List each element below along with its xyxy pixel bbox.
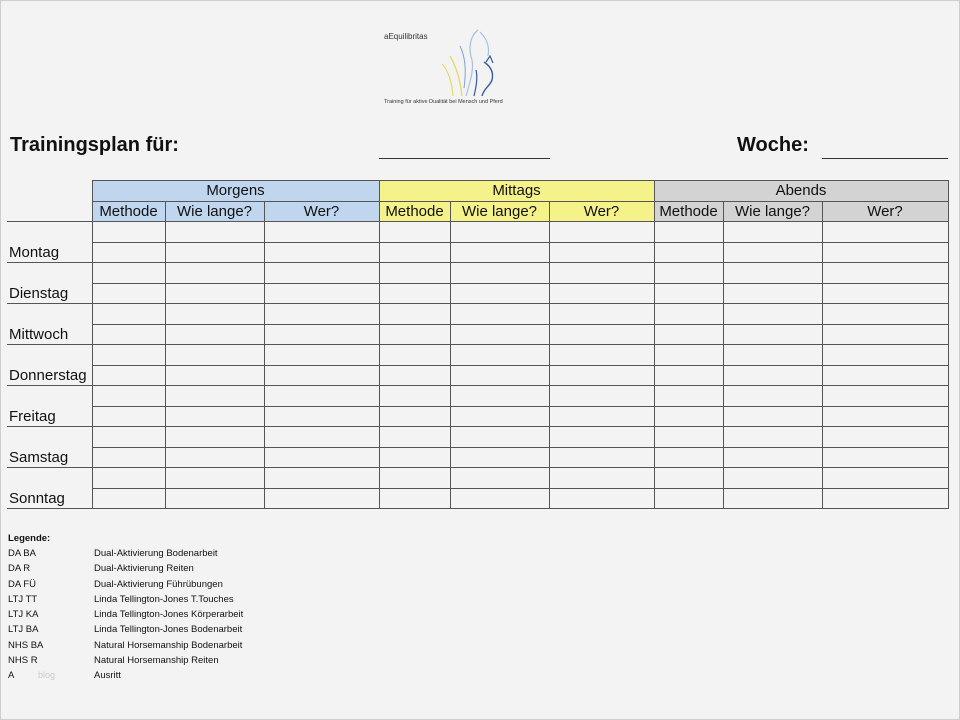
plan-entry-cell[interactable] [92, 324, 165, 345]
plan-entry-cell[interactable] [264, 406, 379, 427]
plan-entry-cell[interactable] [379, 263, 450, 284]
day-row [7, 406, 948, 427]
day-row [7, 222, 948, 243]
plan-entry-cell[interactable] [450, 304, 549, 325]
plan-entry-cell[interactable] [549, 283, 654, 304]
day-label: Dienstag [7, 263, 92, 304]
plan-entry-cell[interactable] [264, 345, 379, 366]
plan-entry-cell[interactable] [450, 447, 549, 468]
logo-tagline: Training für aktive Dualität bei Mensch und Pferd [384, 99, 503, 105]
week-title: Woche: [737, 134, 809, 156]
plan-entry-cell[interactable] [723, 468, 822, 489]
legend-description: Linda Tellington-Jones Bodenarbeit [94, 624, 243, 636]
plan-entry-cell[interactable] [165, 447, 264, 468]
plan-entry-cell[interactable] [450, 324, 549, 345]
logo-name: aEquilibritas [384, 32, 428, 41]
legend-code: LTJ KA [8, 609, 39, 621]
day-label: Donnerstag [7, 345, 92, 386]
plan-entry-cell[interactable] [450, 345, 549, 366]
plan-entry-cell[interactable] [822, 345, 948, 366]
legend-code: DA BA [8, 548, 36, 559]
plan-entry-cell[interactable] [450, 263, 549, 284]
plan-entry-cell[interactable] [379, 365, 450, 386]
legend-code: DA R [8, 563, 31, 575]
plan-entry-cell[interactable] [654, 365, 723, 386]
plan-entry-cell[interactable] [822, 324, 948, 345]
legend-code: LTJ TT [8, 593, 38, 605]
plan-entry-cell[interactable] [264, 365, 379, 386]
training-plan-table [7, 180, 949, 509]
plan-title: Trainingsplan für: [10, 134, 179, 156]
plan-entry-cell[interactable] [165, 365, 264, 386]
plan-entry-cell[interactable] [723, 406, 822, 427]
plan-entry-cell[interactable] [92, 365, 165, 386]
legend-code: NHS BA [8, 639, 44, 651]
plan-entry-cell[interactable] [450, 283, 549, 304]
group-header-row [7, 181, 948, 202]
group-morgens: Morgens [92, 181, 379, 202]
plan-entry-cell[interactable] [92, 427, 165, 448]
plan-entry-cell[interactable] [379, 283, 450, 304]
plan-entry-cell[interactable] [654, 222, 723, 243]
plan-entry-cell[interactable] [654, 283, 723, 304]
plan-entry-cell[interactable] [822, 386, 948, 407]
corner-cell [7, 181, 92, 222]
day-row [7, 345, 948, 366]
subheader-wer: Wer? [822, 201, 948, 222]
plan-entry-cell[interactable] [723, 447, 822, 468]
day-row [7, 263, 948, 284]
legend-description: Dual-Aktivierung Bodenarbeit [94, 548, 218, 559]
plan-entry-cell[interactable] [723, 386, 822, 407]
subheader-wer: Wer? [264, 201, 379, 222]
plan-entry-cell[interactable] [654, 427, 723, 448]
plan-entry-cell[interactable] [549, 386, 654, 407]
plan-entry-cell[interactable] [92, 345, 165, 366]
plan-entry-cell[interactable] [92, 263, 165, 284]
plan-entry-cell[interactable] [822, 488, 948, 509]
plan-entry-cell[interactable] [165, 324, 264, 345]
legend-title: Legende: [8, 533, 51, 544]
plan-entry-cell[interactable] [92, 447, 165, 468]
legend-description: Natural Horsemanship Bodenarbeit [94, 639, 243, 651]
plan-entry-cell[interactable] [92, 222, 165, 243]
legend-description: Linda Tellington-Jones Körperarbeit [94, 609, 244, 621]
subheader-wer: Wer? [549, 201, 654, 222]
plan-entry-cell[interactable] [92, 386, 165, 407]
plan-entry-cell[interactable] [723, 263, 822, 284]
subheader-wie-lange: Wie lange? [723, 201, 822, 222]
subheader-wie-lange: Wie lange? [450, 201, 549, 222]
plan-entry-cell[interactable] [92, 468, 165, 489]
plan-entry-cell[interactable] [822, 222, 948, 243]
plan-entry-cell[interactable] [654, 488, 723, 509]
day-row [7, 304, 948, 325]
plan-entry-cell[interactable] [264, 324, 379, 345]
plan-entry-cell[interactable] [822, 283, 948, 304]
plan-entry-cell[interactable] [264, 386, 379, 407]
plan-entry-cell[interactable] [723, 365, 822, 386]
plan-entry-cell[interactable] [549, 324, 654, 345]
plan-entry-cell[interactable] [379, 488, 450, 509]
legend-description: Dual-Aktivierung Reiten [94, 563, 194, 575]
day-label: Freitag [7, 386, 92, 427]
legend-item [8, 548, 218, 563]
plan-entry-cell[interactable] [379, 386, 450, 407]
plan-entry-cell[interactable] [379, 406, 450, 427]
plan-entry-cell[interactable] [264, 222, 379, 243]
plan-entry-cell[interactable] [165, 468, 264, 489]
plan-entry-cell[interactable] [165, 222, 264, 243]
plan-entry-cell[interactable] [654, 345, 723, 366]
plan-entry-cell[interactable] [654, 468, 723, 489]
plan-entry-cell[interactable] [379, 324, 450, 345]
legend-code: NHS R [8, 655, 38, 667]
plan-entry-cell[interactable] [822, 427, 948, 448]
day-label: Sonntag [7, 468, 92, 509]
day-row [7, 427, 948, 448]
plan-entry-cell[interactable] [165, 263, 264, 284]
subheader-wie-lange: Wie lange? [165, 201, 264, 222]
plan-entry-cell[interactable] [822, 406, 948, 427]
legend-item [8, 578, 223, 594]
legend-item [8, 655, 219, 670]
group-abends: Abends [654, 181, 948, 202]
plan-entry-cell[interactable] [165, 345, 264, 366]
plan-entry-cell[interactable] [92, 406, 165, 427]
plan-entry-cell[interactable] [165, 386, 264, 407]
plan-entry-cell[interactable] [92, 283, 165, 304]
plan-entry-cell[interactable] [654, 263, 723, 284]
plan-entry-cell[interactable] [723, 345, 822, 366]
group-mittags: Mittags [379, 181, 654, 202]
legend-item [8, 624, 243, 639]
plan-entry-cell[interactable] [549, 427, 654, 448]
plan-entry-cell[interactable] [549, 468, 654, 489]
plan-entry-cell[interactable] [92, 488, 165, 509]
plan-entry-cell[interactable] [264, 263, 379, 284]
plan-entry-cell[interactable] [379, 468, 450, 489]
legend [8, 533, 244, 686]
subheader-methode: Methode [654, 201, 723, 222]
legend-description: Linda Tellington-Jones T.Touches [94, 593, 234, 605]
legend-description: Ausritt [94, 670, 121, 682]
plan-entry-cell[interactable] [822, 447, 948, 468]
plan-entry-cell[interactable] [165, 283, 264, 304]
plan-entry-cell[interactable] [654, 386, 723, 407]
day-label: Montag [7, 222, 92, 263]
plan-entry-cell[interactable] [822, 263, 948, 284]
plan-entry-cell[interactable] [549, 345, 654, 366]
plan-entry-cell[interactable] [723, 242, 822, 263]
plan-entry-cell[interactable] [654, 447, 723, 468]
plan-entry-cell[interactable] [723, 222, 822, 243]
day-row [7, 324, 948, 345]
plan-entry-cell[interactable] [165, 406, 264, 427]
plan-entry-cell[interactable] [549, 222, 654, 243]
plan-entry-cell[interactable] [165, 488, 264, 509]
plan-entry-cell[interactable] [723, 283, 822, 304]
plan-entry-cell[interactable] [723, 488, 822, 509]
day-row [7, 447, 948, 468]
legend-code: LTJ BA [8, 624, 39, 636]
legend-item [8, 639, 243, 655]
plan-entry-cell[interactable] [165, 304, 264, 325]
plan-entry-cell[interactable] [379, 222, 450, 243]
logo [380, 22, 550, 112]
plan-entry-cell[interactable] [822, 365, 948, 386]
plan-entry-cell[interactable] [450, 242, 549, 263]
legend-item [8, 563, 194, 578]
plan-entry-cell[interactable] [723, 324, 822, 345]
plan-entry-cell[interactable] [549, 263, 654, 284]
day-row [7, 242, 948, 263]
legend-item [8, 593, 234, 609]
plan-entry-cell[interactable] [165, 427, 264, 448]
plan-entry-cell[interactable] [264, 468, 379, 489]
legend-item [8, 609, 244, 624]
plan-entry-cell[interactable] [549, 488, 654, 509]
plan-entry-cell[interactable] [822, 242, 948, 263]
day-row [7, 386, 948, 407]
plan-entry-cell[interactable] [654, 324, 723, 345]
plan-entry-cell[interactable] [379, 447, 450, 468]
subheader-methode: Methode [379, 201, 450, 222]
legend-code: A [8, 670, 15, 682]
name-blank-line [379, 158, 550, 159]
day-row [7, 468, 948, 489]
plan-entry-cell[interactable] [92, 242, 165, 263]
sub-header-row [7, 201, 948, 222]
plan-entry-cell[interactable] [264, 488, 379, 509]
plan-entry-cell[interactable] [450, 427, 549, 448]
legend-description: Natural Horsemanship Reiten [94, 655, 219, 667]
plan-entry-cell[interactable] [450, 468, 549, 489]
day-row [7, 488, 948, 509]
plan-entry-cell[interactable] [549, 242, 654, 263]
plan-entry-cell[interactable] [450, 222, 549, 243]
watermark: blog [38, 670, 56, 680]
plan-entry-cell[interactable] [379, 242, 450, 263]
plan-entry-cell[interactable] [822, 304, 948, 325]
plan-entry-cell[interactable] [549, 304, 654, 325]
plan-entry-cell[interactable] [379, 427, 450, 448]
plan-entry-cell[interactable] [379, 304, 450, 325]
horse-logo-icon [420, 26, 500, 98]
day-row [7, 283, 948, 304]
plan-entry-cell[interactable] [654, 242, 723, 263]
plan-entry-cell[interactable] [654, 304, 723, 325]
plan-entry-cell[interactable] [549, 406, 654, 427]
plan-entry-cell[interactable] [264, 427, 379, 448]
subheader-methode: Methode [92, 201, 165, 222]
legend-code: DA FÜ [8, 578, 36, 590]
plan-entry-cell[interactable] [450, 406, 549, 427]
day-row [7, 365, 948, 386]
plan-entry-cell[interactable] [379, 345, 450, 366]
plan-entry-cell[interactable] [450, 365, 549, 386]
plan-entry-cell[interactable] [450, 386, 549, 407]
day-label: Samstag [7, 427, 92, 468]
plan-entry-cell[interactable] [723, 304, 822, 325]
plan-entry-cell[interactable] [654, 406, 723, 427]
plan-entry-cell[interactable] [92, 304, 165, 325]
plan-entry-cell[interactable] [264, 283, 379, 304]
plan-entry-cell[interactable] [264, 447, 379, 468]
plan-entry-cell[interactable] [822, 468, 948, 489]
plan-entry-cell[interactable] [264, 242, 379, 263]
plan-entry-cell[interactable] [264, 304, 379, 325]
legend-description: Dual-Aktivierung Führübungen [94, 578, 223, 590]
day-label: Mittwoch [7, 304, 92, 345]
plan-entry-cell[interactable] [450, 488, 549, 509]
week-blank-line [822, 158, 948, 159]
plan-entry-cell[interactable] [549, 365, 654, 386]
plan-entry-cell[interactable] [549, 447, 654, 468]
plan-entry-cell[interactable] [723, 427, 822, 448]
plan-entry-cell[interactable] [165, 242, 264, 263]
